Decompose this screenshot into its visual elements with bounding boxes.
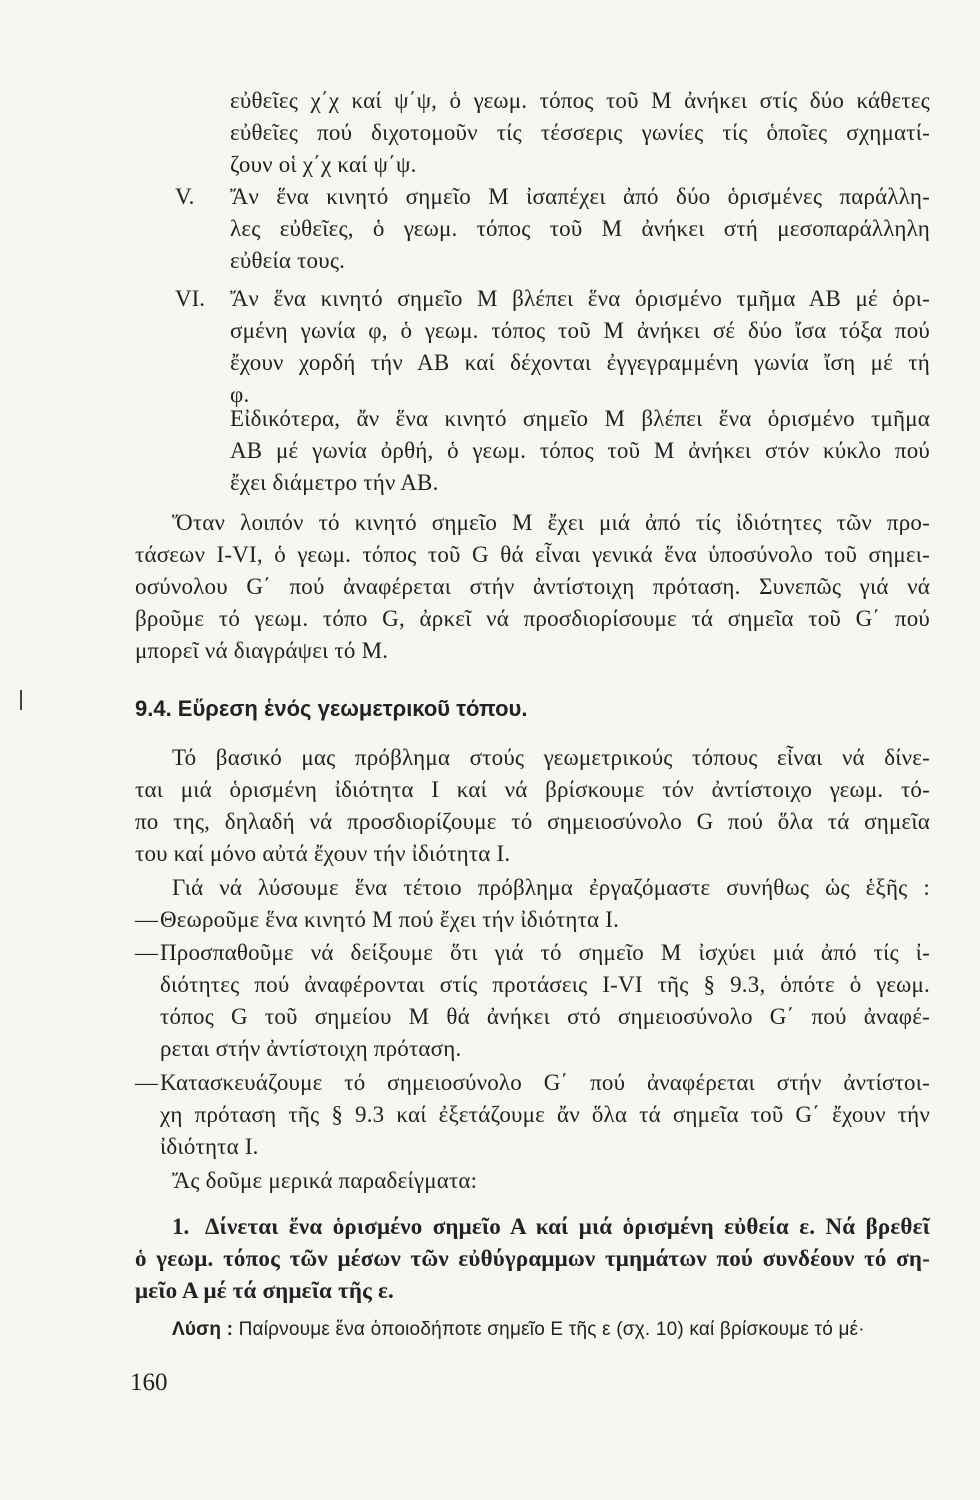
text-line: χη πρόταση τῆς § 9.3 καί ἐξετάζουμε ἄν ὅλα τά σημεῖα τοῦ G΄ ἔχουν τήν	[160, 1102, 930, 1127]
text-line: ται μιά ὁρισμένη ἰδιότητα Ι καί νά βρίσκουμε τόν ἀντίστοιχο γεωμ. τό-	[135, 777, 930, 802]
text-line: Ὅταν λοιπόν τό κινητό σημεῖο Μ ἔχει μιά ἀπό τίς ἰδιότητες τῶν προ-	[172, 510, 930, 535]
text-line: μπορεῖ νά διαγράψει τό Μ.	[135, 638, 389, 663]
step-dash: —	[135, 1070, 158, 1095]
text-line: μεῖο Α μέ τά σημεῖα τῆς ε.	[135, 1278, 394, 1303]
section-heading: 9.4. Εὕρεση ἑνός γεωμετρικοῦ τόπου.	[135, 696, 528, 721]
solution-label: Λύση :	[172, 1319, 234, 1340]
solution-line	[172, 1315, 865, 1345]
text-line: Θεωροῦμε ἕνα κινητό Μ πού ἔχει τήν ἰδιότητα Ι.	[160, 907, 620, 932]
text-line: Προσπαθοῦμε νά δείξουμε ὅτι γιά τό σημεῖο Μ ἰσχύει μιά ἀπό τίς ἰ-	[160, 940, 930, 965]
text-line: ὁ γεωμ. τόπος τῶν μέσων τῶν εὐθύγραμμων τμημάτων πού συνδέουν τό ση-	[135, 1246, 930, 1271]
problem-number: 1.	[172, 1214, 190, 1239]
text-line: φ.	[230, 382, 250, 407]
text-line: ἔχουν χορδή τήν ΑΒ καί δέχονται ἐγγεγραμμένη γωνία ἴση μέ τή	[230, 350, 930, 375]
text-line: οσύνολου G΄ πού ἀναφέρεται στήν ἀντίστοιχη πρόταση. Συνεπῶς γιά νά	[135, 574, 930, 599]
text-line: τόπος G τοῦ σημείου Μ θά ἀνήκει στό σημειοσύνολο G΄ πού ἀναφέ-	[160, 1004, 930, 1029]
text-line: λες εὐθεῖες, ὁ γεωμ. τόπος τοῦ Μ ἀνήκει στή μεσοπαράλληλη	[230, 216, 930, 241]
text-line: εὐθεῖες χ΄χ καί ψ΄ψ, ὁ γεωμ. τόπος τοῦ Μ ἀνήκει στίς δύο κάθετες	[230, 88, 930, 113]
step-dash: —	[135, 940, 158, 965]
text-line: τάσεων Ι-VI, ὁ γεωμ. τόπος τοῦ G θά εἶναι γενικά ἕνα ὑποσύνολο τοῦ σημει-	[135, 542, 930, 567]
text-line: Ἄν ἕνα κινητό σημεῖο Μ ἰσαπέχει ἀπό δύο ὁρισμένες παράλλη-	[230, 184, 930, 209]
text-line: σμένη γωνία φ, ὁ γεωμ. τόπος τοῦ Μ ἀνήκει σέ δύο ἴσα τόξα πού	[230, 318, 930, 343]
text-line: Γιά νά λύσουμε ἕνα τέτοιο πρόβλημα ἐργαζόμαστε συνήθως ὡς ἑξῆς :	[172, 875, 930, 900]
text-line: εὐθεία τους.	[230, 248, 346, 273]
text-line: ἔχει διάμετρο τήν ΑΒ.	[230, 470, 439, 495]
text-line: Κατασκευάζουμε τό σημειοσύνολο G΄ πού ἀναφέρεται στήν ἀντίστοι-	[160, 1070, 930, 1095]
solution-text: Παίρνουμε ἕνα ὁποιοδήποτε σημεῖο Ε τῆς ε (σχ. 10) καί βρίσκουμε τό μέ·	[238, 1319, 865, 1340]
item-label-v: V.	[175, 184, 195, 209]
text-line: ΑΒ μέ γωνία ὀρθή, ὁ γεωμ. τόπος τοῦ Μ ἀνήκει στόν κύκλο πού	[230, 438, 930, 463]
text-line: ρεται στήν ἀντίστοιχη πρόταση.	[160, 1036, 462, 1061]
page-number: 160	[130, 1369, 168, 1396]
text-line: ζουν οἱ χ΄χ καί ψ΄ψ.	[230, 152, 417, 177]
text-line: διότητες πού ἀναφέρονται στίς προτάσεις Ι-VI τῆς § 9.3, ὁπότε ὁ γεωμ.	[160, 972, 930, 997]
text-line: του καί μόνο αὐτά ἔχουν τήν ἰδιότητα Ι.	[135, 841, 511, 866]
text-line: Ἄν ἕνα κινητό σημεῖο Μ βλέπει ἕνα ὁρισμένο τμῆμα ΑΒ μέ ὁρι-	[230, 286, 930, 311]
text-line: Τό βασικό μας πρόβλημα στούς γεωμετρικούς τόπους εἶναι νά δίνε-	[172, 745, 930, 770]
step-dash: —	[135, 907, 158, 932]
text-line: Ἄς δοῦμε μερικά παραδείγματα:	[172, 1168, 478, 1193]
text-line: εὐθεῖες πού διχοτομοῦν τίς τέσσερις γωνίες τίς ὁποῖες σχηματί-	[230, 120, 930, 145]
item-label-vi: VI.	[175, 286, 206, 311]
text-line: βροῦμε τό γεωμ. τόπο G, ἀρκεῖ νά προσδιορίσουμε τά σημεῖα τοῦ G΄ πού	[135, 606, 930, 631]
text-line: πο της, δηλαδή νά προσδιορίζουμε τό σημειοσύνολο G πού ὅλα τά σημεῖα	[135, 809, 930, 834]
text-line: Εἰδικότερα, ἄν ἕνα κινητό σημεῖο Μ βλέπει ἕνα ὁρισμένο τμῆμα	[230, 406, 930, 431]
text-line: Δίνεται ἕνα ὁρισμένο σημεῖο Α καί μιά ὁρισμένη εὐθεία ε. Νά βρεθεῖ	[205, 1214, 930, 1239]
margin-mark	[20, 690, 22, 710]
text-line: ἰδιότητα Ι.	[160, 1134, 259, 1159]
